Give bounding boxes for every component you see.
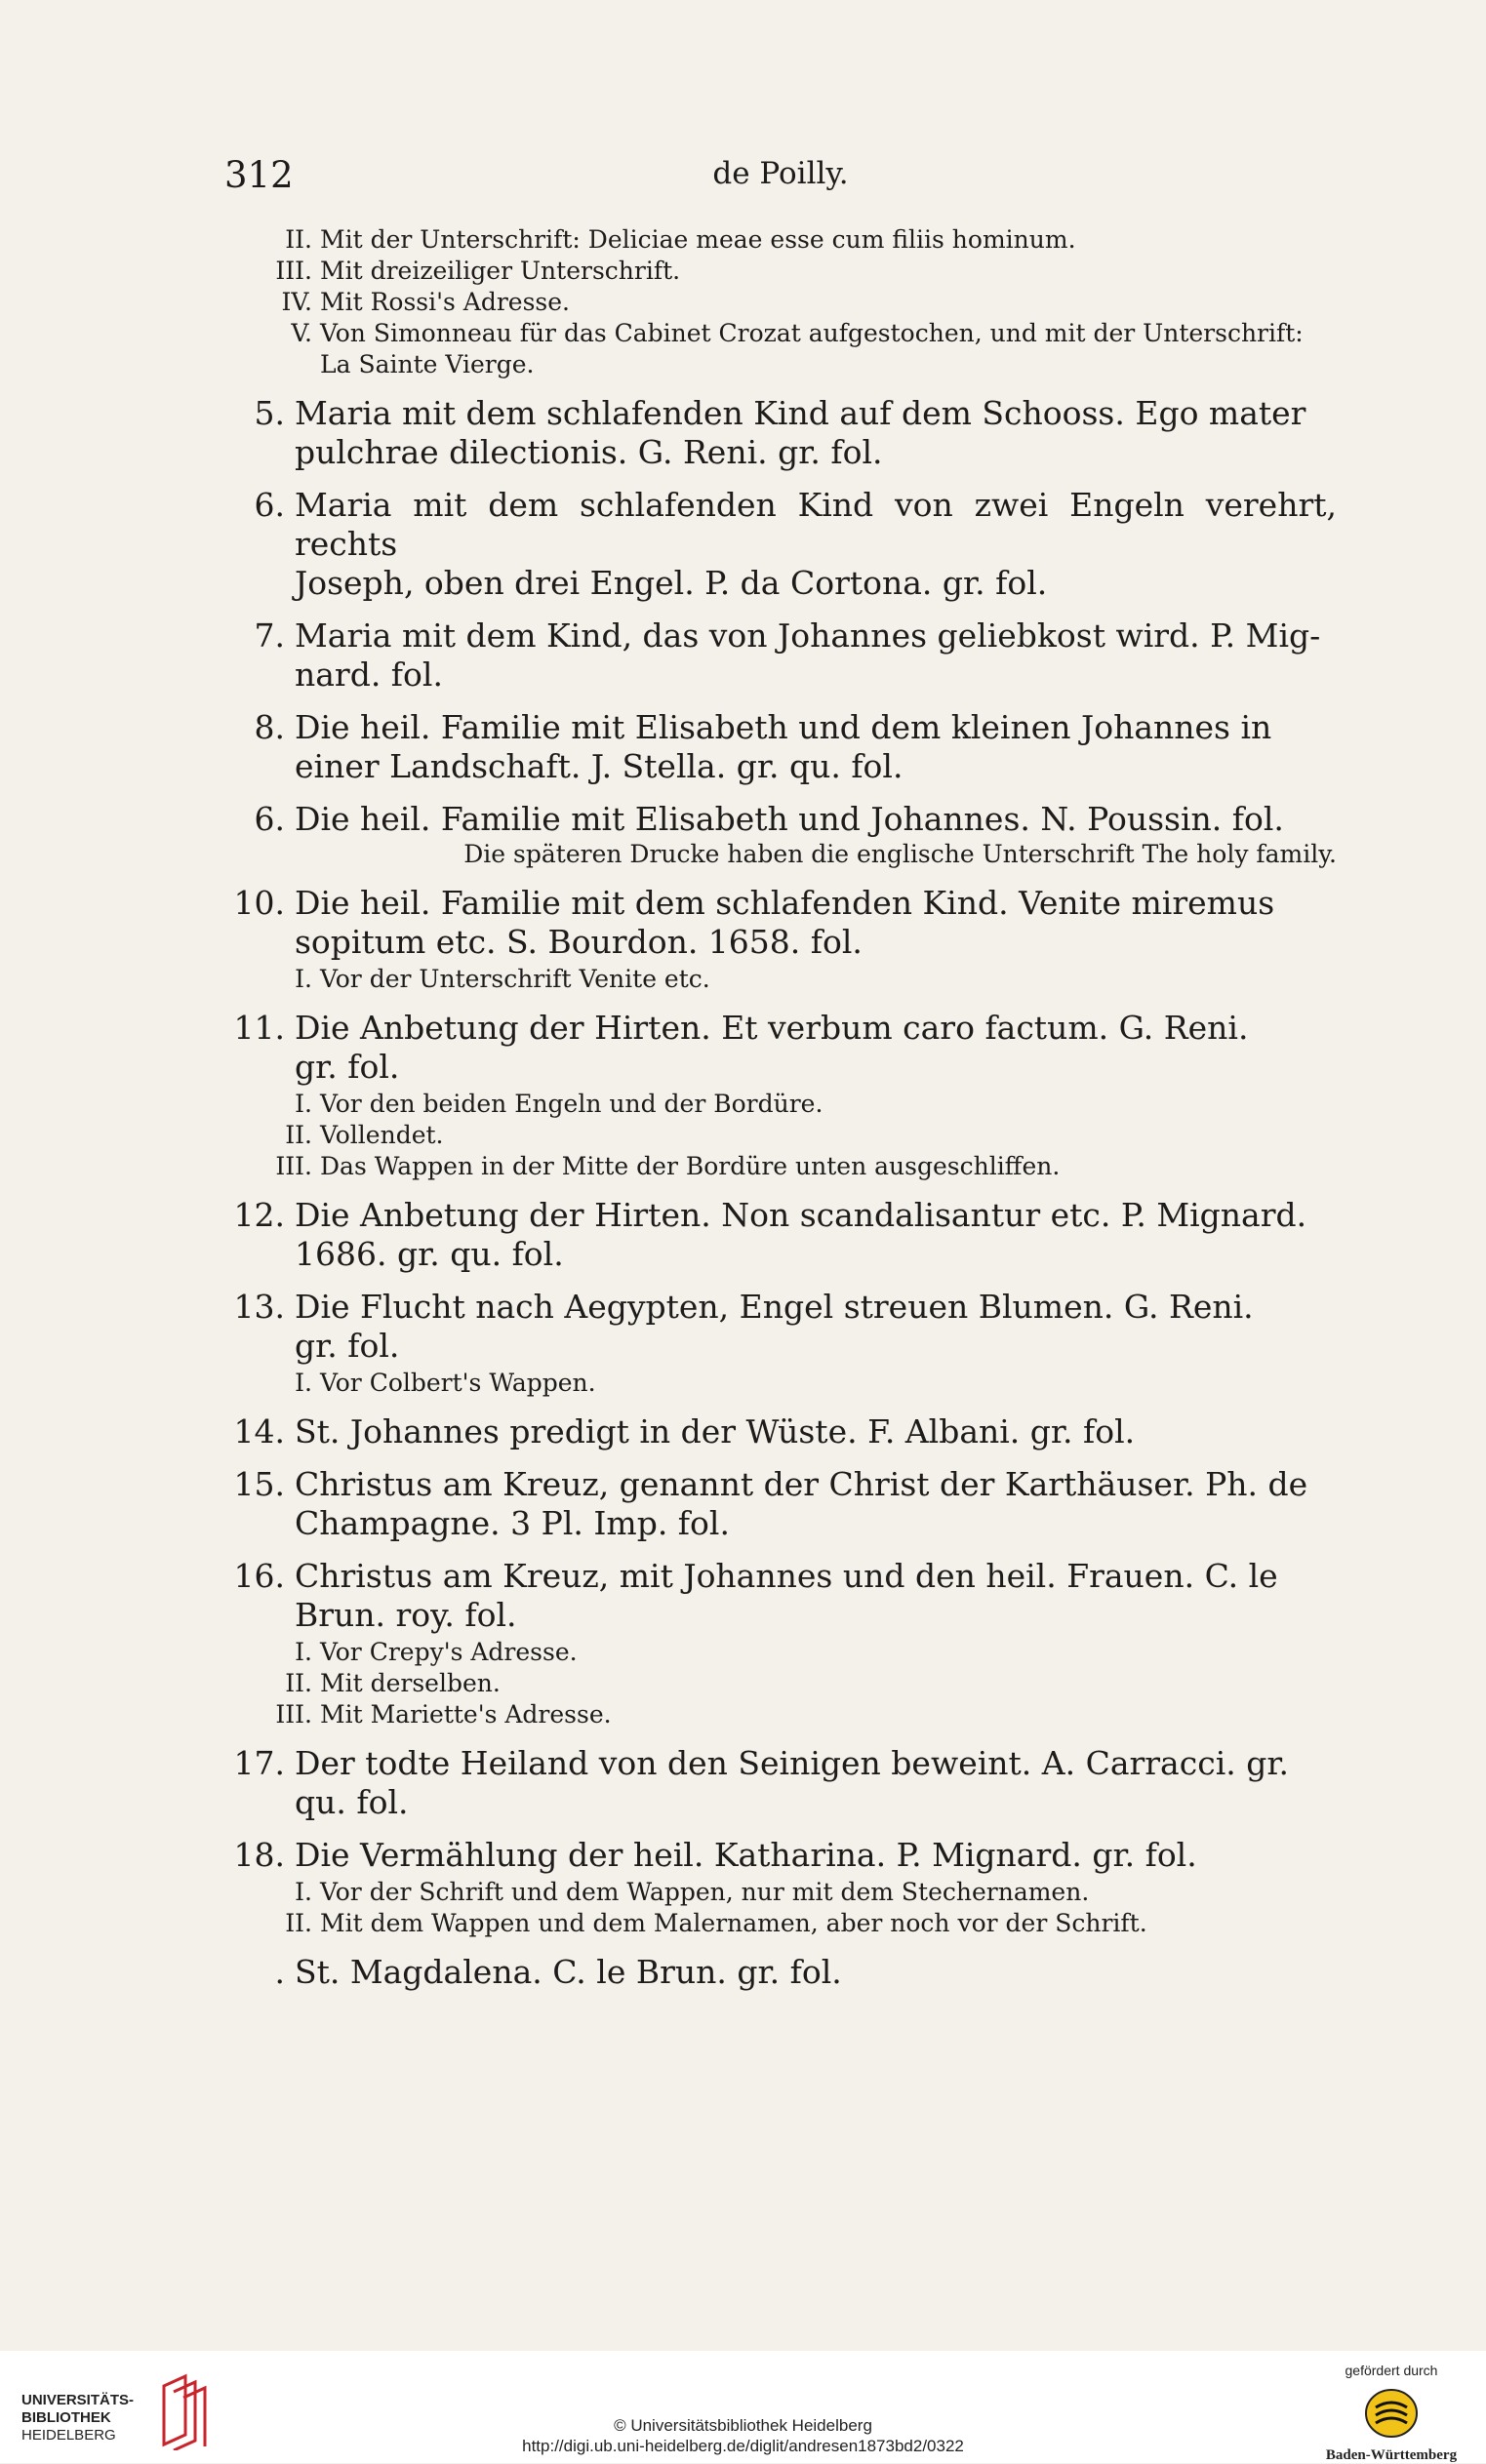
state-text: Mit dreizeiliger Unterschrift. — [320, 257, 681, 285]
state-numeral: II. — [285, 1909, 312, 1937]
entry-number: 8. — [254, 708, 285, 746]
entry-text-line: Die heil. Familie mit Elisabeth und dem kleinen Johannes in — [295, 708, 1272, 746]
state-line — [224, 1637, 1337, 1668]
state-line — [224, 256, 1337, 287]
entry-number: 6. — [254, 800, 285, 838]
coat-of-arms-icon — [1362, 2384, 1421, 2439]
entry-text-line: Die Flucht nach Aegypten, Engel streuen Blumen. G. Reni. — [295, 1288, 1254, 1326]
state-list — [224, 1637, 1337, 1730]
source-url[interactable]: http://digi.ub.uni-heidelberg.de/diglit/andresen1873bd2/0322 — [522, 2437, 964, 2455]
state-text: Von Simonneau für das Cabinet Crozat aufgestochen, und mit der Unterschrift: La Sainte Vierge. — [320, 319, 1304, 378]
entry-text-line: qu. fol. — [295, 1783, 409, 1821]
state-line — [224, 1877, 1337, 1908]
entry-number: 7. — [254, 616, 285, 655]
state-line — [224, 318, 1337, 380]
entry-text-line: Der todte Heiland von den Seinigen beweint. A. Carracci. gr. — [295, 1744, 1289, 1782]
entry-text-line: Brun. roy. fol. — [295, 1596, 517, 1634]
catalogue-text — [224, 222, 1337, 1992]
state-text: Mit Rossi's Adresse. — [320, 288, 570, 316]
entry-number: 17. — [233, 1744, 285, 1782]
catalogue-entry — [224, 1744, 1337, 1822]
entry-number: 18. — [233, 1836, 285, 1874]
state-numeral: IV. — [281, 288, 312, 316]
state-line — [224, 1908, 1337, 1939]
state-line — [224, 964, 1337, 995]
state-text: Das Wappen in der Mitte der Bordüre unten ausgeschliffen. — [320, 1152, 1061, 1180]
state-numeral: I. — [295, 1369, 312, 1397]
funded-by-text: gefördert durch — [1345, 2363, 1438, 2378]
state-line — [224, 1668, 1337, 1699]
entry-text-line: Die Anbetung der Hirten. Non scandalisantur etc. P. Mignard. — [295, 1196, 1307, 1234]
entry-text-line: St. Magdalena. C. le Brun. gr. fol. — [295, 1953, 842, 1991]
state-line — [224, 1699, 1337, 1730]
entry-text-line: gr. fol. — [295, 1048, 400, 1086]
state-line — [224, 224, 1337, 256]
state-text: Mit der Unterschrift: Deliciae meae esse cum filiis hominum. — [320, 225, 1076, 254]
catalogue-entry — [224, 1196, 1337, 1274]
entry-text-line: pulchrae dilectionis. G. Reni. gr. fol. — [295, 433, 883, 471]
page-number: 312 — [224, 154, 294, 196]
catalogue-entry — [224, 486, 1337, 603]
entry-text-line: St. Johannes predigt in der Wüste. F. Albani. gr. fol. — [295, 1412, 1136, 1451]
catalogue-entry — [224, 1836, 1337, 1875]
funding-notice — [1318, 2363, 1465, 2464]
catalogue-entry — [224, 1557, 1337, 1635]
entry-text-line: einer Landschaft. J. Stella. gr. qu. fol. — [295, 747, 904, 785]
copyright-text: © Universitätsbibliothek Heidelberg — [614, 2416, 872, 2435]
state-text: Vor Colbert's Wappen. — [320, 1369, 596, 1397]
running-title: de Poilly. — [712, 156, 849, 191]
entry-number: 13. — [233, 1288, 285, 1326]
entry-text-line: Joseph, oben drei Engel. P. da Cortona. gr. fol. — [295, 564, 1048, 602]
entry-note: Die späteren Drucke haben die englische Unterschrift The holy family. — [463, 840, 1337, 868]
state-numeral: III. — [275, 257, 312, 285]
state-line — [224, 1089, 1337, 1120]
state-line — [224, 1151, 1337, 1182]
digitization-footer — [0, 2351, 1486, 2463]
library-name: UNIVERSITÄTS- BIBLIOTHEK HEIDELBERG — [21, 2392, 135, 2444]
state-list — [224, 1089, 1337, 1182]
entry-text-line: Christus am Kreuz, genannt der Christ der Karthäuser. Ph. de — [295, 1465, 1308, 1503]
state-line — [224, 287, 1337, 318]
entry-number: 14. — [233, 1412, 285, 1451]
entry-number: 10. — [233, 884, 285, 922]
credit-lines — [0, 2415, 1486, 2456]
state-numeral: V. — [291, 319, 312, 347]
entry-text-line: Die heil. Familie mit Elisabeth und Johannes. N. Poussin. fol. — [295, 800, 1284, 838]
state-numeral: I. — [295, 1090, 312, 1118]
catalogue-entry — [224, 1953, 1337, 1992]
state-numeral: II. — [285, 1121, 312, 1149]
region-name: Baden-Württemberg — [1325, 2447, 1458, 2463]
state-text: Mit dem Wappen und dem Malernamen, aber noch vor der Schrift. — [320, 1909, 1147, 1937]
state-text: Mit Mariette's Adresse. — [320, 1700, 612, 1729]
state-line — [224, 1368, 1337, 1399]
entry-text-line: gr. fol. — [295, 1327, 400, 1365]
entry-text-line: Die heil. Familie mit dem schlafenden Kind. Venite miremus — [295, 884, 1275, 922]
entry-number: 5. — [254, 394, 285, 432]
catalogue-entry — [224, 708, 1337, 786]
entry-number: 6. — [254, 486, 285, 524]
entry-number: 16. — [233, 1557, 285, 1595]
state-numeral: III. — [275, 1700, 312, 1729]
running-head — [224, 154, 1337, 197]
catalogue-entry — [224, 800, 1337, 839]
state-list — [224, 964, 1337, 995]
entry-number: 15. — [233, 1465, 285, 1503]
state-line — [224, 1120, 1337, 1151]
state-numeral: I. — [295, 1638, 312, 1666]
catalogue-entry — [224, 1465, 1337, 1543]
entry-list — [224, 394, 1337, 1992]
state-numeral: I. — [295, 1878, 312, 1906]
preceding-states — [224, 224, 1337, 380]
state-numeral: I. — [295, 965, 312, 993]
state-numeral: II. — [285, 1669, 312, 1697]
entry-text-line: nard. fol. — [295, 656, 443, 694]
entry-text-line: Die Vermählung der heil. Katharina. P. Mignard. gr. fol. — [295, 1836, 1197, 1874]
catalogue-entry — [224, 616, 1337, 695]
entry-text-line: Maria mit dem Kind, das von Johannes geliebkost wird. P. Mig- — [295, 616, 1321, 655]
catalogue-entry — [224, 394, 1337, 472]
entry-number: 11. — [233, 1009, 285, 1047]
entry-text-line: Champagne. 3 Pl. Imp. fol. — [295, 1504, 730, 1542]
state-text: Vor der Schrift und dem Wappen, nur mit dem Stechernamen. — [320, 1878, 1090, 1906]
entry-text-line: 1686. gr. qu. fol. — [295, 1235, 564, 1273]
entry-number: 12. — [233, 1196, 285, 1234]
catalogue-entry — [224, 884, 1337, 962]
catalogue-entry — [224, 1412, 1337, 1451]
catalogue-entry — [224, 1009, 1337, 1087]
state-list — [224, 1877, 1337, 1939]
state-numeral: II. — [285, 225, 312, 254]
state-text: Vollendet. — [320, 1121, 444, 1149]
state-text: Vor den beiden Engeln und der Bordüre. — [320, 1090, 823, 1118]
entry-text-line: Maria mit dem schlafenden Kind von zwei Engeln verehrt, rechts — [295, 486, 1337, 563]
state-numeral: III. — [275, 1152, 312, 1180]
state-list — [224, 1368, 1337, 1399]
entry-number: . — [274, 1953, 285, 1991]
state-text: Mit derselben. — [320, 1669, 501, 1697]
entry-text-line: sopitum etc. S. Bourdon. 1658. fol. — [295, 923, 863, 961]
catalogue-entry — [224, 1288, 1337, 1366]
state-text: Vor der Unterschrift Venite etc. — [320, 965, 710, 993]
entry-text-line: Maria mit dem schlafenden Kind auf dem Schooss. Ego mater — [295, 394, 1306, 432]
entry-text-line: Christus am Kreuz, mit Johannes und den heil. Frauen. C. le — [295, 1557, 1278, 1595]
entry-text-line: Die Anbetung der Hirten. Et verbum caro factum. G. Reni. — [295, 1009, 1249, 1047]
state-text: Vor Crepy's Adresse. — [320, 1638, 578, 1666]
